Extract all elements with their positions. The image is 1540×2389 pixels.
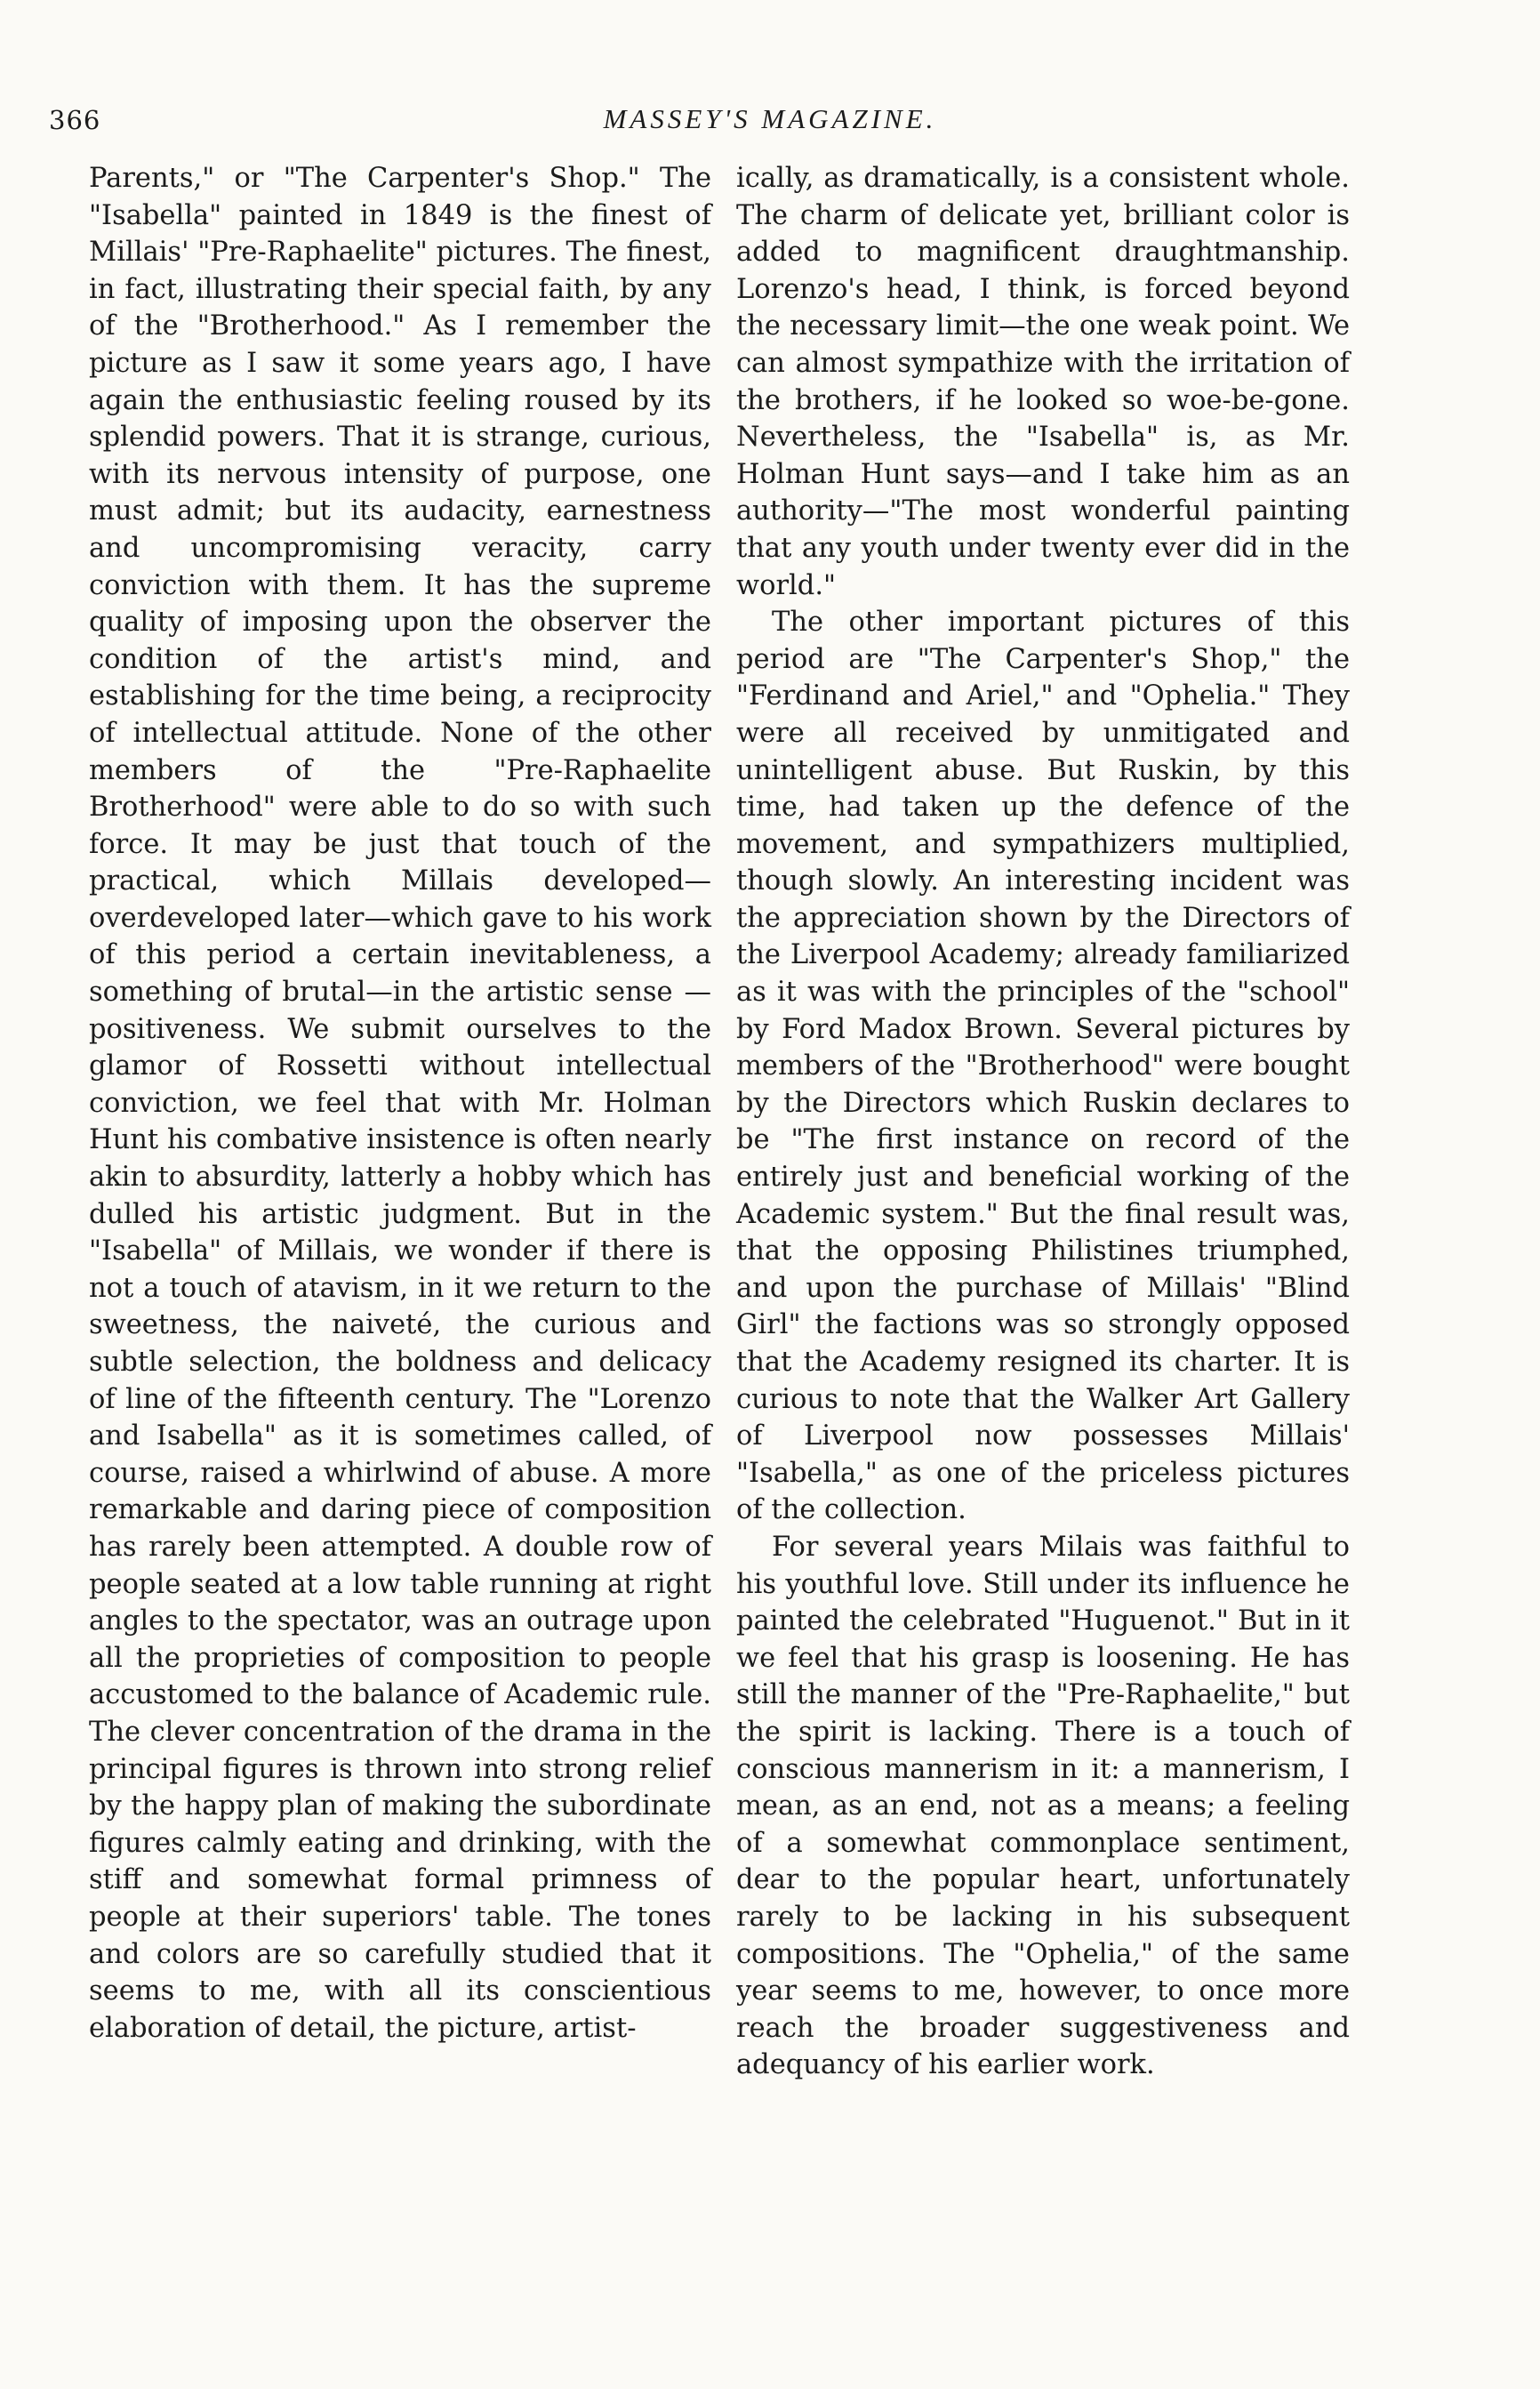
running-title: MASSEY'S MAGAZINE. <box>603 103 937 134</box>
paragraph: The other important pictures of this period are "The Carpenter's Shop," the "Ferdinand and Ariel," and "Ophelia." They were all received by unmitigated and unintelligent abuse. But Ruskin, by this time, had taken up the defence of the movement, and sympathizers multiplied, though slowly. An interesting incident was the appreciation shown by the Directors of the Liverpool Academy; already familiarized as it was with the principles of the "school" by Ford Madox Brown. Several pictures by members of the "Brotherhood" were bought by the Directors which Ruskin declares to be "The first instance on record of the entirely just and beneficial working of the Academic system." But the final result was, that the opposing Philistines triumphed, and upon the purchase of Millais' "Blind Girl" the factions was so strongly opposed that the Academy resigned its charter. It is curious to note that the Walker Art Gallery of Liverpool now possesses Millais' "Isabella," as one of the priceless pictures of the collection. <box>736 607 1350 1526</box>
paragraph: ically, as dramatically, is a consistent whole. The charm of delicate yet, brilliant color is added to magnificent draughtmanship. Lorenzo's head, I think, is forced beyond the necessary limit—the one weak point. We can almost sympathize with the irritation of the brothers, if he looked so woe-be-gone. Nevertheless, the "Isabella" is, as Mr. Holman Hunt says—and I take him as an authority—"The most wonderful painting that any youth under twenty ever did in the world." <box>736 163 1350 601</box>
left-column <box>89 160 711 2047</box>
page-number: 366 <box>49 105 101 135</box>
paragraph: Parents," or "The Carpenter's Shop." The "Isabella" painted in 1849 is the finest of Millais' "Pre-Raphaelite" pictures. The finest, in fact, illustrating their special faith, by any of the "Brotherhood." As I remember the picture as I saw it some years ago, I have again the enthusiastic feeling roused by its splendid powers. That it is strange, curious, with its nervous intensity of purpose, one must admit; but its audacity, earnestness and uncompromising veracity, carry conviction with them. It has the supreme quality of imposing upon the observer the condition of the artist's mind, and establishing for the time being, a reciprocity of intellectual attitude. None of the other members of the "Pre-Raphaelite Brotherhood" were able to do so with such force. It may be just that touch of the practical, which Millais developed—overdeveloped later—which gave to his work of this period a certain inevitableness, a something of brutal—in the artistic sense —positiveness. We submit ourselves to the glamor of Rossetti without intellectual conviction, we feel that with Mr. Holman Hunt his combative insistence is often nearly akin to absurdity, latterly a hobby which has dulled his artistic judgment. But in the "Isabella" of Millais, we wonder if there is not a touch of atavism, in it we return to the sweetness, the naiveté, the curious and subtle selection, the boldness and delicacy of line of the fifteenth century. The "Lorenzo and Isabella" as it is sometimes called, of course, raised a whirlwind of abuse. A more remarkable and daring piece of composition has rarely been attempted. A double row of people seated at a low table running at right angles to the spectator, was an outrage upon all the proprieties of composition to people accustomed to the balance of Academic rule. The clever concentration of the drama in the principal figures is thrown into strong relief by the happy plan of making the subordinate figures calmly eating and drinking, with the stiff and somewhat formal primness of people at their superiors' table. The tones and colors are so carefully studied that it seems to me, with all its conscientious elaboration of detail, the picture, artist- <box>89 163 711 2044</box>
right-column <box>736 160 1350 2084</box>
paragraph: For several years Milais was faithful to his youthful love. Still under its influence he painted the celebrated "Huguenot." But in it we feel that his grasp is loosening. He has still the manner of the "Pre-Raphaelite," but the spirit is lacking. There is a touch of conscious mannerism in it: a mannerism, I mean, as an end, not as a means; a feeling of a somewhat commonplace sentiment, dear to the popular heart, unfortunately rarely to be lacking in his subsequent compositions. The "Ophelia," of the same year seems to me, however, to once more reach the broader suggestiveness and adequancy of his earlier work. <box>736 1531 1350 2081</box>
